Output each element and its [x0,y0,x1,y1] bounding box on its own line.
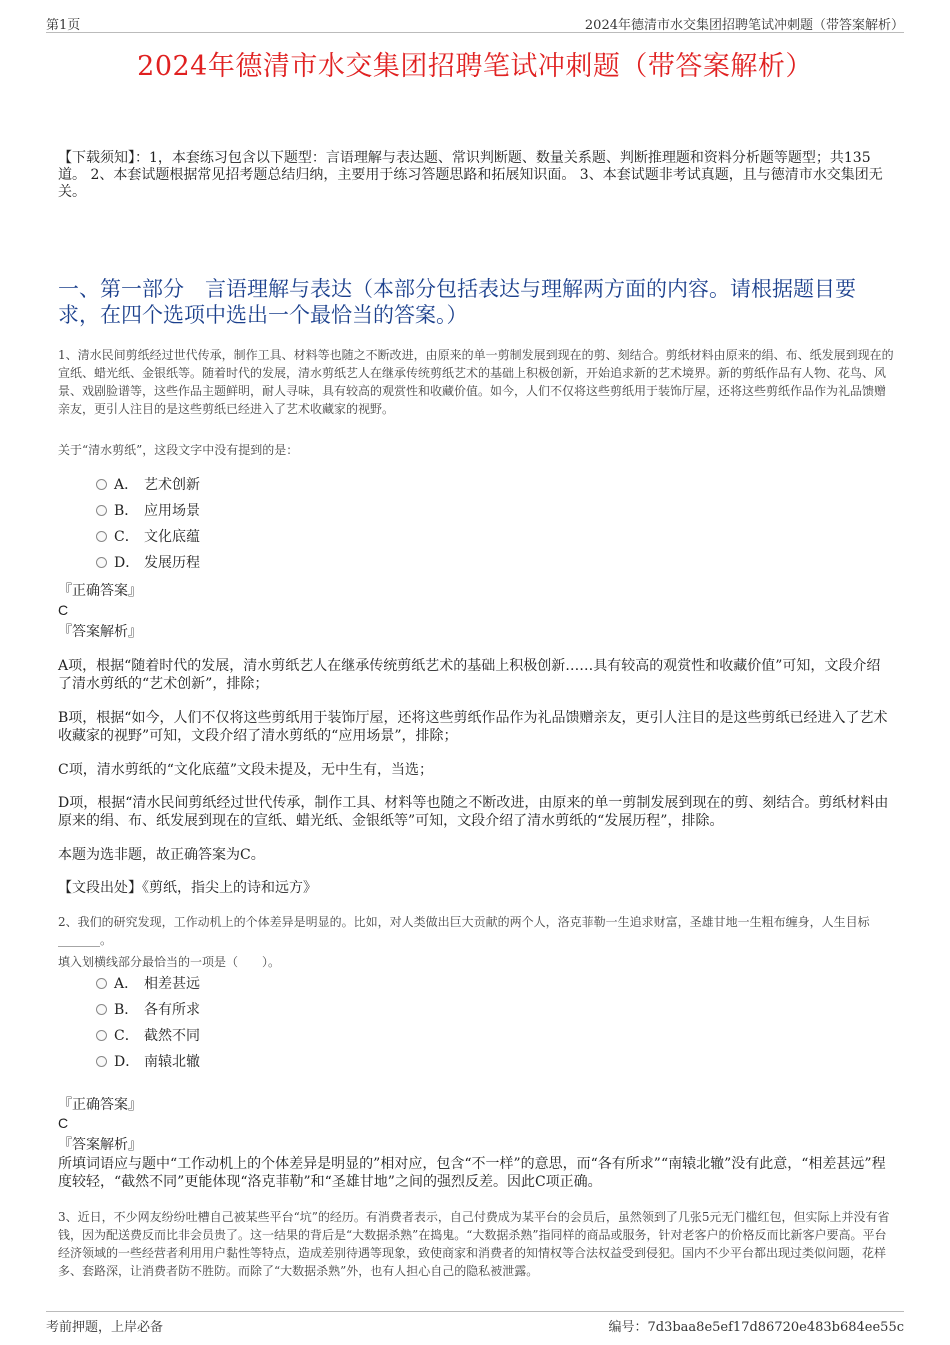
q2-option-c[interactable]: C． 截然不同 [96,1026,200,1046]
page-header [46,14,904,33]
page-number: 第1页 [46,18,81,33]
q1-option-c[interactable]: C． 文化底蕴 [96,527,200,547]
q2-option-d[interactable]: D． 南辕北辙 [96,1052,200,1072]
q1-analysis-c: C项，清水剪纸的“文化底蕴”文段未提及，无中生有，当选； [58,762,434,778]
radio-icon[interactable] [96,557,107,568]
q1-answer-label: 『正确答案』 [58,583,142,599]
q1-passage: 1、清水民间剪纸经过世代传承，制作工具、材料等也随之不断改进，由原来的单一剪制发展到现在的剪、刻结合。剪纸材料由原来的绢、布、纸发展到现在的宣纸、蜡光纸、金银纸等。随着时代的发展，清水剪纸艺人在继承传统剪纸艺术的基础上积极创新，开始追求新的艺术境界。新的剪纸作品有人物、花鸟、风景、戏剧脸谱等，这些作品主题鲜明，耐人寻味，具有较高的观赏性和收藏价值。如今，人们不仅将这些剪纸用于装饰厅屋，还将这些剪纸作品作为礼品馈赠亲友，更引人注目的是这些剪纸已经进入了艺术收藏家的视野。 [58,348,894,416]
section-heading: 一、第一部分 言语理解与表达（本部分包括表达与理解两方面的内容。请根据题目要求，在四个选项中选出一个最恰当的答案。） [58,277,856,327]
q1-option-b[interactable]: B． 应用场景 [96,501,200,521]
q1-source: 【文段出处】《剪纸，指尖上的诗和远方》 [58,880,317,896]
q3-passage: 3、近日，不少网友纷纷吐槽自己被某些平台“坑”的经历。有消费者表示，自己付费成为某平台的会员后，虽然领到了几张5元无门槛红包，但实际上并没有省钱，因为配送费反而比非会员贵了。这一结果的背后是“大数据杀熟”在捣鬼。“大数据杀熟”指同样的商品或服务，针对老客户的价格反而比新客户要高。平台经济领域的一些经营者利用用户黏性等特点，造成差别待遇等现象，致使商家和消费者的知情权等合法权益受到侵犯。国内不少平台都出现过类似问题，花样多、套路深，让消费者防不胜防。而除了“大数据杀熟”外，也有人担心自己的隐私被泄露。 [58,1210,890,1278]
q2-option-a[interactable]: A． 相差甚远 [96,974,200,994]
q2-option-b[interactable]: B． 各有所求 [96,1000,200,1020]
q1-analysis-label: 『答案解析』 [58,624,142,640]
document-title: 2024年德清市水交集团招聘笔试冲刺题（带答案解析） [137,51,813,82]
page-footer [46,1311,904,1335]
q1-analysis-b: B项，根据“如今，人们不仅将这些剪纸用于装饰厅屋，还将这些剪纸作品作为礼品馈赠亲友，更引人注目的是这些剪纸已经进入了艺术收藏家的视野”可知，文段介绍了清水剪纸的“应用场景”，排除； [58,710,888,744]
q2-answer-label: 『正确答案』 [58,1097,142,1113]
download-notice: 【下载须知】：1，本套练习包含以下题型：言语理解与表达题、常识判断题、数量关系题、判断推理题和资料分析题等题型；共135道。 2、本套试题根据常见招考题总结归纳，主要用于练习答题思路和拓展知识面。 3、本套试题非考试真题，且与德清市水交集团无关。 [58,150,883,200]
radio-icon[interactable] [96,978,107,989]
header-doc-title: 2024年德清市水交集团招聘笔试冲刺题（带答案解析） [584,18,904,33]
q2-passage: 2、我们的研究发现，工作动机上的个体差异是明显的。比如，对人类做出巨大贡献的两个人，洛克菲勒一生追求财富，圣雄甘地一生粗布缠身，人生目标_______。 [58,915,870,947]
q2-analysis: 所填词语应与题中“工作动机上的个体差异是明显的”相对应，包含“不一样”的意思，而“各有所求”“南辕北辙”没有此意，“相差甚远”程度较轻，“截然不同”更能体现“洛克菲勒”和“圣雄甘地”之间的强烈反差。因此C项正确。 [58,1156,886,1190]
q2-analysis-label: 『答案解析』 [58,1137,142,1153]
q1-question: 关于“清水剪纸”，这段文字中没有提到的是： [58,443,299,457]
q1-option-a[interactable]: A． 艺术创新 [96,475,200,495]
footer-doc-id: 编号：7d3baa8e5ef17d86720e483b684ee55c [608,1320,904,1335]
radio-icon[interactable] [96,1030,107,1041]
radio-icon[interactable] [96,479,107,490]
radio-icon[interactable] [96,1004,107,1015]
q2-answer: C [58,1115,69,1131]
radio-icon[interactable] [96,505,107,516]
radio-icon[interactable] [96,1056,107,1067]
q1-analysis-d: D项，根据“清水民间剪纸经过世代传承，制作工具、材料等也随之不断改进，由原来的单一剪制发展到现在的剪、刻结合。剪纸材料由原来的绢、布、纸发展到现在的宣纸、蜡光纸、金银纸等”可知，文段介绍了清水剪纸的“发展历程”，排除。 [58,795,889,829]
footer-slogan: 考前押题，上岸必备 [46,1320,164,1335]
q1-analysis-a: A项，根据“随着时代的发展，清水剪纸艺人在继承传统剪纸艺术的基础上积极创新……具有较高的观赏性和收藏价值”可知，文段介绍了清水剪纸的“艺术创新”，排除； [58,658,881,692]
q2-question: 填入划横线部分最恰当的一项是（ ）。 [58,955,281,969]
q1-option-d[interactable]: D． 发展历程 [96,553,200,573]
q1-answer: C [58,602,69,618]
radio-icon[interactable] [96,531,107,542]
q1-conclusion: 本题为选非题，故正确答案为C。 [58,847,265,863]
